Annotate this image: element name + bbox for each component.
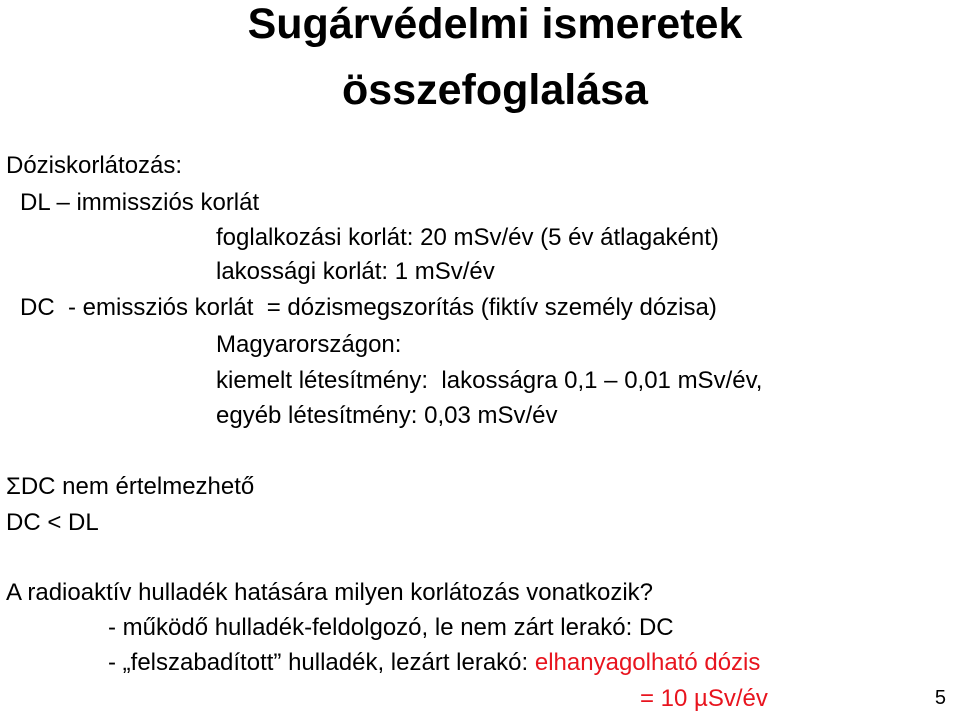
slide-title-line-1: Sugárvédelmi ismeretek [247, 0, 743, 48]
priority-facility: kiemelt létesítmény: lakosságra 0,1 – 0,01 mSv/év, [216, 367, 763, 394]
dose-limitation-heading: Dóziskorlátozás: [6, 152, 183, 179]
dose-value-highlight: = 10 µSv/év [640, 685, 768, 712]
dc-definition: DC - emissziós korlát = dózismegszorítás (fiktív személy dózisa) [20, 294, 717, 321]
sum-dc-note: ΣDC nem értelmezhető [6, 473, 255, 500]
released-waste-item [108, 648, 760, 678]
dl-definition: DL – immissziós korlát [20, 189, 260, 216]
public-limit: lakossági korlát: 1 mSv/év [216, 258, 495, 285]
waste-question: A radioaktív hulladék hatására milyen korlátozás vonatkozik? [6, 579, 654, 606]
negligible-dose-highlight: elhanyagolható dózis [534, 649, 761, 676]
released-waste-text: - „felszabadított” hulladék, lezárt lerakó: [108, 649, 535, 676]
hungary-heading: Magyarországon: [216, 331, 402, 358]
occupational-limit: foglalkozási korlát: 20 mSv/év (5 év átlagaként) [216, 224, 719, 251]
dc-less-than-dl: DC < DL [6, 509, 99, 536]
other-facility: egyéb létesítmény: 0,03 mSv/év [216, 402, 558, 429]
slide-title-line-2: összefoglalása [342, 66, 648, 114]
page-number: 5 [934, 687, 946, 709]
operating-facility-item: - működő hulladék-feldolgozó, le nem zárt lerakó: DC [108, 614, 674, 641]
